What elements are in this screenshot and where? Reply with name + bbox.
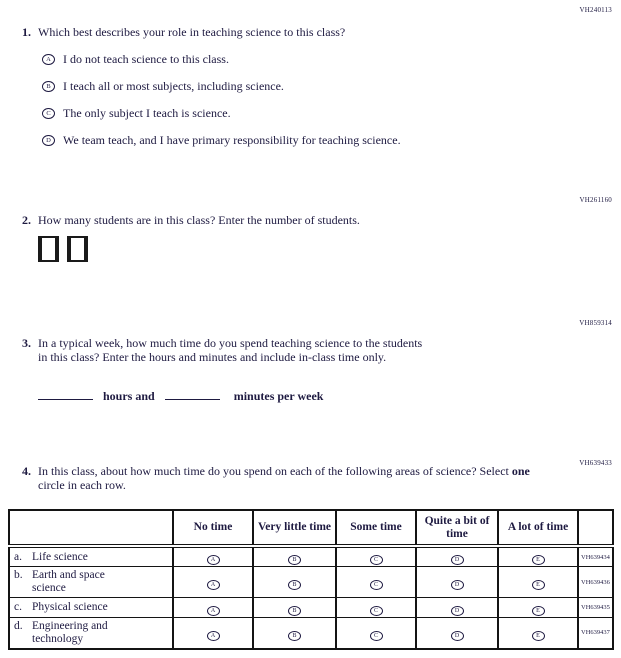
bubble-cell-e[interactable] [498, 598, 578, 618]
bubble-cell-d[interactable] [416, 618, 498, 649]
question-1-text: Which best describes your role in teaching science to this class? [38, 25, 346, 39]
answer-bubble-c[interactable]: C [370, 555, 383, 565]
question-3-text-line2: in this class? Enter the hours and minutes and include in-class time only. [38, 350, 387, 364]
bubble-cell-b[interactable] [253, 618, 336, 649]
table-row-earth-space [9, 567, 613, 598]
table-row-physical-science [9, 598, 613, 618]
row-label: Engineering and technology [32, 619, 108, 645]
row-label-cell [9, 618, 173, 649]
row-item-code: VH639437 [578, 618, 613, 649]
row-letter: d. [14, 619, 23, 632]
q1-option-c-label: The only subject I teach is science. [63, 106, 231, 120]
question-2-text: How many students are in this class? Enter the number of students. [38, 213, 360, 227]
answer-bubble-b[interactable]: B [288, 631, 301, 641]
answer-bubble-c[interactable]: C [42, 108, 55, 119]
answer-bubble-e[interactable]: E [532, 606, 545, 616]
table-row-engineering [9, 618, 613, 649]
row-item-code: VH639436 [578, 567, 613, 598]
time-entry-line [38, 388, 592, 404]
answer-bubble-e[interactable]: E [532, 555, 545, 565]
question-2 [22, 213, 592, 267]
item-code-q3: VH859314 [579, 319, 612, 327]
answer-bubble-a[interactable]: A [207, 580, 220, 590]
bubble-cell-a[interactable] [173, 567, 253, 598]
header-some-time: Some time [336, 510, 416, 546]
question-4-number: 4. [22, 464, 31, 478]
answer-bubble-d[interactable]: D [451, 580, 464, 590]
answer-bubble-a[interactable]: A [207, 631, 220, 641]
digit-box-tens[interactable] [38, 236, 59, 262]
student-count-entry [38, 236, 592, 267]
bubble-cell-e[interactable] [498, 618, 578, 649]
question-3-text-line1: In a typical week, how much time do you spend teaching science to the students [38, 336, 423, 350]
answer-bubble-e[interactable]: E [532, 631, 545, 641]
row-label: Physical science [32, 601, 108, 613]
table-corner-cell [9, 510, 173, 546]
question-3 [22, 336, 592, 404]
answer-bubble-a[interactable]: A [42, 54, 55, 65]
answer-bubble-b[interactable]: B [288, 606, 301, 616]
row-label-cell [9, 546, 173, 567]
bubble-cell-c[interactable] [336, 618, 416, 649]
answer-bubble-d[interactable]: D [451, 631, 464, 641]
bubble-cell-b[interactable] [253, 567, 336, 598]
header-very-little-time: Very little time [253, 510, 336, 546]
header-a-lot-of-time: A lot of time [498, 510, 578, 546]
item-code-q2: VH261160 [579, 196, 612, 204]
row-label: Earth and space science [32, 569, 105, 594]
bubble-cell-e[interactable] [498, 567, 578, 598]
hours-label: hours and [103, 389, 155, 403]
bubble-cell-d[interactable] [416, 546, 498, 567]
header-quite-a-bit: Quite a bit of time [416, 510, 498, 546]
digit-box-ones[interactable] [67, 236, 88, 262]
q1-option-d-label: We team teach, and I have primary responsibility for teaching science. [63, 133, 401, 147]
header-no-time: No time [173, 510, 253, 546]
question-2-number: 2. [22, 213, 31, 227]
row-label-cell [9, 598, 173, 618]
answer-bubble-d[interactable]: D [451, 555, 464, 565]
q1-option-c[interactable] [42, 106, 592, 121]
row-letter: a. [14, 550, 22, 563]
bubble-cell-a[interactable] [173, 618, 253, 649]
answer-bubble-a[interactable]: A [207, 555, 220, 565]
bubble-cell-a[interactable] [173, 598, 253, 618]
answer-bubble-d[interactable]: D [451, 606, 464, 616]
q1-option-d[interactable] [42, 133, 592, 148]
q4-text-before: In this class, about how much time do you spend on each of the following areas of science? Select [38, 464, 512, 478]
q4-text-after: circle in each row. [38, 478, 126, 492]
answer-bubble-a[interactable]: A [207, 606, 220, 616]
answer-bubble-b[interactable]: B [42, 81, 55, 92]
q1-option-a[interactable] [42, 52, 592, 67]
answer-bubble-d[interactable]: D [42, 135, 55, 146]
question-4 [22, 464, 592, 492]
bubble-cell-e[interactable] [498, 546, 578, 567]
hours-blank[interactable] [38, 388, 93, 400]
bubble-cell-b[interactable] [253, 598, 336, 618]
row-item-code: VH639434 [578, 546, 613, 567]
minutes-blank[interactable] [165, 388, 220, 400]
answer-bubble-c[interactable]: C [370, 606, 383, 616]
bubble-cell-b[interactable] [253, 546, 336, 567]
row-label-cell [9, 567, 173, 598]
item-code-q4: VH639433 [579, 459, 612, 467]
answer-bubble-b[interactable]: B [288, 580, 301, 590]
question-1-number: 1. [22, 25, 31, 39]
table-row-life-science [9, 546, 613, 567]
question-4-text [38, 464, 538, 492]
question-3-number: 3. [22, 336, 31, 350]
question-1-options [42, 52, 592, 148]
q1-option-b[interactable] [42, 79, 592, 94]
row-letter: c. [14, 601, 22, 613]
row-letter: b. [14, 569, 23, 581]
minutes-label: minutes per week [233, 389, 324, 403]
question-3-text [38, 336, 592, 364]
item-code-q1: VH240113 [579, 6, 612, 14]
answer-bubble-e[interactable]: E [532, 580, 545, 590]
bubble-cell-d[interactable] [416, 598, 498, 618]
q1-option-a-label: I do not teach science to this class. [63, 52, 229, 66]
bubble-cell-d[interactable] [416, 567, 498, 598]
time-areas-table [8, 509, 614, 650]
bubble-cell-a[interactable] [173, 546, 253, 567]
bubble-cell-c[interactable] [336, 598, 416, 618]
header-code-column [578, 510, 613, 546]
q4-bold-word: one [511, 464, 530, 478]
answer-bubble-c[interactable]: C [370, 631, 383, 641]
answer-bubble-b[interactable]: B [288, 555, 301, 565]
bubble-cell-c[interactable] [336, 546, 416, 567]
bubble-cell-c[interactable] [336, 567, 416, 598]
question-1 [22, 25, 592, 160]
row-item-code: VH639435 [578, 598, 613, 618]
row-label: Life science [32, 550, 88, 563]
table-header-row [9, 510, 613, 546]
answer-bubble-c[interactable]: C [370, 580, 383, 590]
q1-option-b-label: I teach all or most subjects, including science. [63, 79, 284, 93]
